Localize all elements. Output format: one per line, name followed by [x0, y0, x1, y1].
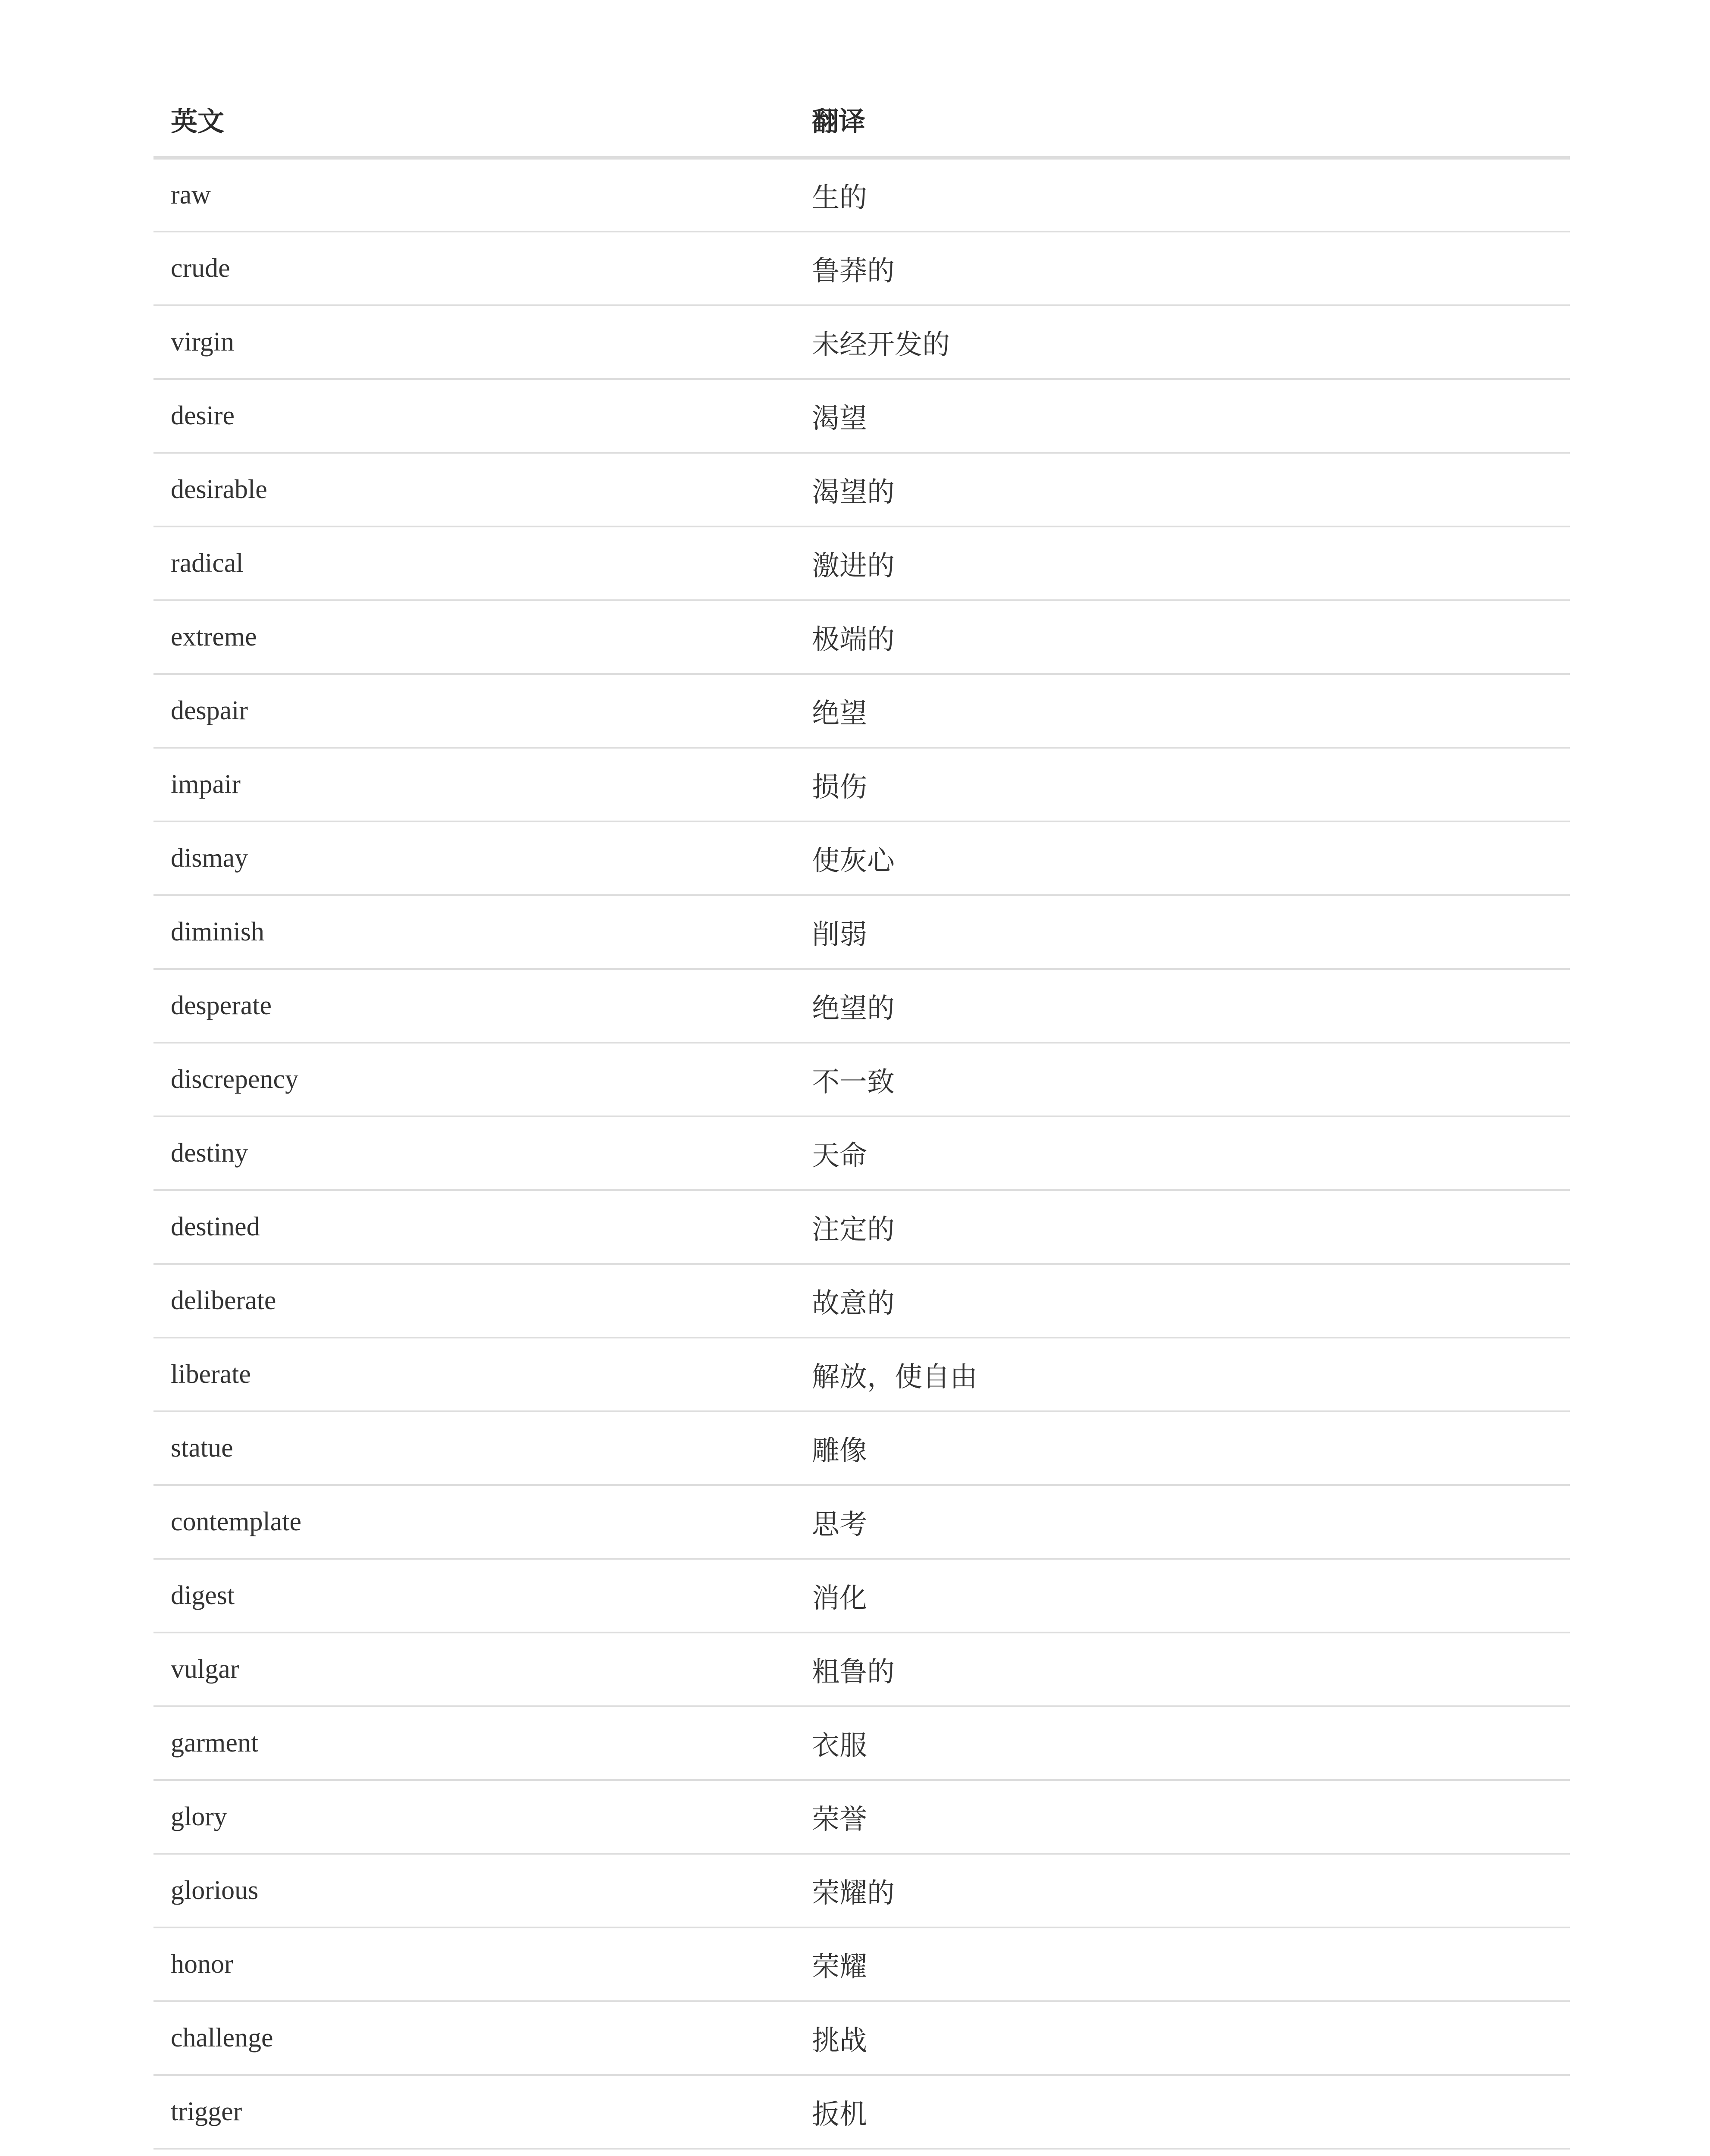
table-row [153, 232, 1570, 305]
table-row [153, 895, 1570, 969]
english-word: diminish [153, 895, 795, 969]
translation-text: 荣耀的 [795, 1854, 1570, 1927]
table-row [153, 748, 1570, 821]
translation-text: 不一致 [795, 1043, 1570, 1116]
english-word: virgin [153, 305, 795, 379]
english-word: dismay [153, 821, 795, 895]
table-header [153, 82, 1570, 158]
table-row [153, 1043, 1570, 1116]
translation-text: 消化 [795, 1559, 1570, 1633]
table-row [153, 158, 1570, 232]
table-row [153, 379, 1570, 453]
translation-text: 雕像 [795, 1411, 1570, 1485]
table-row [153, 1706, 1570, 1780]
header-translation: 翻译 [795, 82, 1570, 158]
english-word: glory [153, 1780, 795, 1854]
translation-text: 衣服 [795, 1706, 1570, 1780]
header-row [153, 82, 1570, 158]
translation-text: 天命 [795, 1116, 1570, 1190]
table-row [153, 969, 1570, 1043]
english-word: desirable [153, 453, 795, 526]
english-word: trigger [153, 2075, 795, 2149]
translation-text: 绝望 [795, 674, 1570, 748]
english-word: despair [153, 674, 795, 748]
table-row [153, 305, 1570, 379]
translation-text: 解放，使自由 [795, 1338, 1570, 1411]
english-word: destiny [153, 1116, 795, 1190]
english-word: radical [153, 526, 795, 600]
table-row [153, 1780, 1570, 1854]
table-row [153, 1190, 1570, 1264]
table-row [153, 1411, 1570, 1485]
table-row [153, 1485, 1570, 1559]
english-word: digest [153, 1559, 795, 1633]
translation-text: 故意的 [795, 1264, 1570, 1338]
table-row [153, 526, 1570, 600]
english-word: glorious [153, 1854, 795, 1927]
translation-text: 未经开发的 [795, 305, 1570, 379]
english-word: statue [153, 1411, 795, 1485]
translation-text: 损伤 [795, 748, 1570, 821]
table-row [153, 1633, 1570, 1706]
english-word: contemplate [153, 1485, 795, 1559]
english-word: raw [153, 158, 795, 232]
table-row [153, 1854, 1570, 1927]
table-row [153, 821, 1570, 895]
english-word: desire [153, 379, 795, 453]
translation-text: 荣耀 [795, 1927, 1570, 2001]
translation-text: 注定的 [795, 1190, 1570, 1264]
table-row [153, 2001, 1570, 2075]
english-word: deliberate [153, 1264, 795, 1338]
translation-text: 思考 [795, 1485, 1570, 1559]
translation-text: 鲁莽的 [795, 232, 1570, 305]
translation-text: 渴望的 [795, 453, 1570, 526]
english-word: honor [153, 1927, 795, 2001]
english-word: challenge [153, 2001, 795, 2075]
translation-text: 激进的 [795, 526, 1570, 600]
translation-text: 使灰心 [795, 821, 1570, 895]
translation-text: 生的 [795, 158, 1570, 232]
english-word: liberate [153, 1338, 795, 1411]
table-body [153, 158, 1570, 2156]
table-row [153, 1264, 1570, 1338]
table-row [153, 674, 1570, 748]
table-row [153, 1338, 1570, 1411]
table-row [153, 1116, 1570, 1190]
table-row [153, 2149, 1570, 2156]
english-word: garment [153, 1706, 795, 1780]
translation-text: 荣誉 [795, 1780, 1570, 1854]
table-row [153, 2075, 1570, 2149]
translation-text [795, 2149, 1570, 2156]
translation-text: 极端的 [795, 600, 1570, 674]
table-row [153, 600, 1570, 674]
english-word [153, 2149, 795, 2156]
english-word: discrepency [153, 1043, 795, 1116]
english-word: impair [153, 748, 795, 821]
english-word: vulgar [153, 1633, 795, 1706]
header-english: 英文 [153, 82, 795, 158]
translation-text: 粗鲁的 [795, 1633, 1570, 1706]
translation-text: 绝望的 [795, 969, 1570, 1043]
translation-text: 扳机 [795, 2075, 1570, 2149]
translation-text: 削弱 [795, 895, 1570, 969]
english-word: extreme [153, 600, 795, 674]
english-word: destined [153, 1190, 795, 1264]
translation-text: 挑战 [795, 2001, 1570, 2075]
english-word: crude [153, 232, 795, 305]
english-word: desperate [153, 969, 795, 1043]
table-row [153, 1927, 1570, 2001]
vocabulary-table [153, 82, 1570, 2156]
table-row [153, 1559, 1570, 1633]
table-row [153, 453, 1570, 526]
translation-text: 渴望 [795, 379, 1570, 453]
